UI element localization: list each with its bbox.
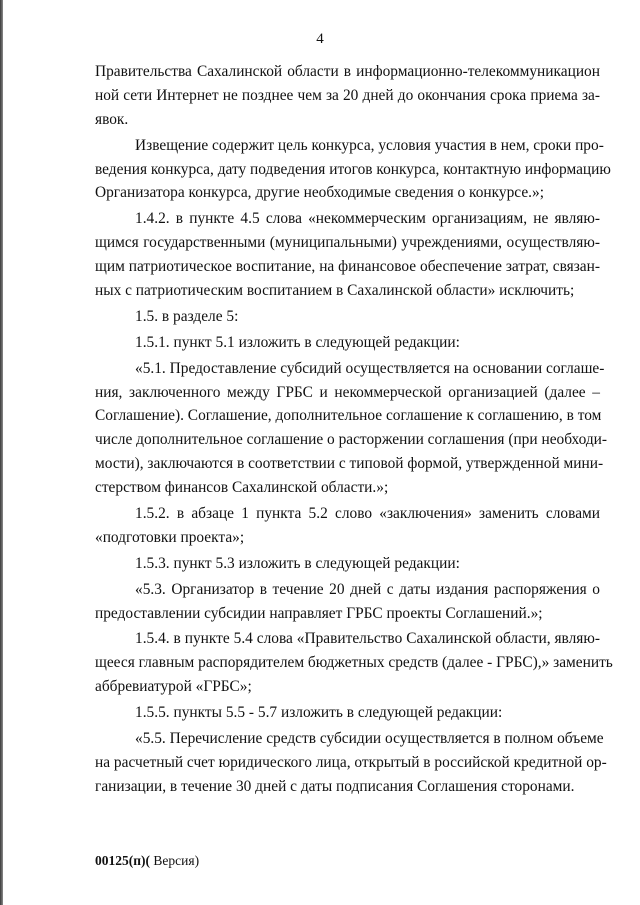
text-line: ния, заключенного между ГРБС и некоммерческой организацией (далее – [95, 383, 600, 401]
text-line: 1.5. в разделе 5: [135, 307, 239, 325]
text-line: 1.5.1. пункт 5.1 изложить в следующей редакции: [135, 333, 460, 351]
text-line: аббревиатурой «ГРБС»; [95, 678, 252, 696]
paragraph [95, 207, 600, 303]
text-line: явок. [95, 110, 129, 128]
text-line: на расчетный счет юридического лица, открытый в российской кредитной ор- [95, 753, 607, 771]
text-line: «5.3. Организатор в течение 20 дней с даты издания распоряжения о [135, 580, 600, 598]
text-line: 1.5.2. в абзаце 1 пункта 5.2 слово «заключения» заменить словами [135, 505, 600, 523]
paragraph [95, 357, 608, 500]
text-line: «5.5. Перечисление средств субсидии осуществляется в полном объеме [135, 730, 604, 748]
scan-edge [0, 0, 3, 905]
paragraph [95, 305, 600, 329]
text-line: щееся главным распорядителем бюджетных средств (далее - ГРБС),» заменить [95, 654, 613, 672]
paragraph [95, 701, 600, 725]
paragraph [95, 60, 600, 132]
paragraph [95, 727, 607, 799]
footer-code: 00125(п)( [95, 853, 151, 868]
text-line: ганизации, в течение 30 дней с даты подписания Соглашения сторонами. [95, 777, 575, 795]
text-line: 1.4.2. в пункте 4.5 слова «некоммерческим организациям, не являю- [135, 210, 600, 228]
text-line: стерством финансов Сахалинской области.»; [95, 479, 389, 497]
document-body [95, 60, 613, 799]
text-line: «5.1. Предоставление субсидий осуществляется на основании соглаше- [135, 359, 605, 377]
text-line: Извещение содержит цель конкурса, условия участия в нем, сроки про- [135, 136, 604, 154]
text-line: Соглашение). Соглашение, дополнительное соглашение к соглашению, в том [95, 407, 602, 425]
text-line: ных с патриотическим воспитанием в Сахалинской области» исключить; [95, 282, 575, 300]
text-line: щим патриотическое воспитание, на финансовое обеспечение затрат, связан- [95, 258, 600, 276]
text-line: мости), заключаются в соответствии с типовой формой, утвержденной мини- [95, 455, 604, 473]
document-footer [95, 853, 199, 869]
text-line: щимся государственными (муниципальными) учреждениями, осуществляю- [95, 234, 600, 252]
text-line: 1.5.3. пункт 5.3 изложить в следующей редакции: [135, 554, 460, 572]
text-line: Организатора конкурса, другие необходимые сведения о конкурсе.»; [95, 184, 544, 202]
paragraph [95, 331, 600, 355]
text-line: ведения конкурса, дату подведения итогов конкурса, контактную информацию [95, 160, 611, 178]
text-line: 1.5.4. в пункте 5.4 слова «Правительство Сахалинской области, являю- [135, 630, 600, 648]
paragraph [95, 552, 600, 576]
paragraph [95, 627, 613, 699]
text-line: числе дополнительное соглашение о расторжении соглашения (при необходи- [95, 431, 608, 449]
text-line: 1.5.5. пункты 5.5 - 5.7 изложить в следующей редакции: [135, 704, 503, 722]
paragraph [95, 502, 600, 550]
text-line: Правительства Сахалинской области в информационно-телекоммуникацион [95, 63, 600, 80]
paragraph [95, 134, 611, 206]
text-line: ной сети Интернет не позднее чем за 20 дней до окончания срока приема за- [95, 86, 600, 104]
text-line: «подготовки проекта»; [95, 528, 245, 546]
footer-version: Версия) [150, 853, 200, 868]
text-line: предоставлении субсидии направляет ГРБС проекты Соглашений.»; [95, 604, 543, 622]
paragraph [95, 578, 600, 626]
page-number: 4 [316, 31, 324, 47]
